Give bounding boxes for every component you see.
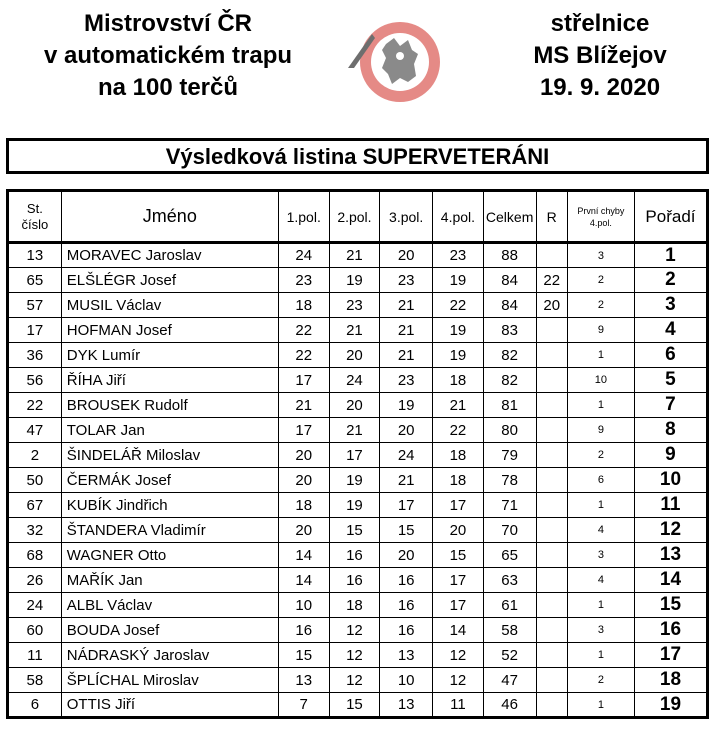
cell-round-2: 20 [329, 393, 380, 418]
cell-round-1: 13 [278, 668, 329, 693]
cell-total: 46 [483, 693, 536, 718]
cell-round-3: 20 [380, 543, 433, 568]
cell-rank: 14 [634, 568, 707, 593]
cell-round-3: 17 [380, 493, 433, 518]
cell-shootoff [536, 668, 567, 693]
cell-shootoff [536, 368, 567, 393]
header-left [18, 8, 318, 104]
cell-name: ŠPLÍCHAL Miroslav [61, 668, 278, 693]
cell-first-misses: 1 [567, 593, 634, 618]
venue-name: MS Blížejov [533, 42, 667, 69]
cell-rank: 3 [634, 293, 707, 318]
cell-shootoff [536, 443, 567, 468]
cell-round-1: 16 [278, 618, 329, 643]
table-row [8, 268, 708, 293]
cell-round-3: 19 [380, 393, 433, 418]
table-row [8, 418, 708, 443]
cell-round-2: 16 [329, 568, 380, 593]
cell-round-4: 11 [433, 693, 484, 718]
cell-first-misses: 6 [567, 468, 634, 493]
cell-round-1: 14 [278, 543, 329, 568]
cell-rank: 12 [634, 518, 707, 543]
cell-start-number: 68 [8, 543, 62, 568]
cell-first-misses: 3 [567, 618, 634, 643]
cell-start-number: 60 [8, 618, 62, 643]
discipline-title: v automatickém trapu [43, 42, 293, 69]
cell-round-1: 20 [278, 443, 329, 468]
table-header-row [8, 191, 708, 243]
cell-start-number: 56 [8, 368, 62, 393]
cell-round-1: 24 [278, 243, 329, 268]
col-header-first-misses-line2: 4.pol. [589, 217, 612, 228]
table-row [8, 593, 708, 618]
cell-rank: 17 [634, 643, 707, 668]
table-row [8, 293, 708, 318]
cell-start-number: 58 [8, 668, 62, 693]
cell-total: 82 [483, 343, 536, 368]
cell-round-3: 13 [380, 643, 433, 668]
col-header-start-number-line1: St. [26, 200, 43, 216]
cell-round-4: 15 [433, 543, 484, 568]
cell-shootoff [536, 468, 567, 493]
cell-round-4: 23 [433, 243, 484, 268]
cell-round-4: 18 [433, 468, 484, 493]
cell-round-2: 15 [329, 693, 380, 718]
table-row [8, 468, 708, 493]
cell-first-misses: 3 [567, 243, 634, 268]
cell-rank: 8 [634, 418, 707, 443]
cell-first-misses: 4 [567, 518, 634, 543]
cell-round-1: 7 [278, 693, 329, 718]
cell-round-1: 21 [278, 393, 329, 418]
cell-total: 80 [483, 418, 536, 443]
table-row [8, 243, 708, 268]
col-header-total: Celkem [483, 191, 536, 243]
header-right [500, 8, 700, 104]
cell-first-misses: 4 [567, 568, 634, 593]
cell-round-4: 12 [433, 668, 484, 693]
cell-name: KUBÍK Jindřich [61, 493, 278, 518]
cell-name: HOFMAN Josef [61, 318, 278, 343]
table-row [8, 393, 708, 418]
cell-start-number: 13 [8, 243, 62, 268]
table-row [8, 443, 708, 468]
cell-round-2: 18 [329, 593, 380, 618]
cell-name: MUSIL Václav [61, 293, 278, 318]
cell-first-misses: 1 [567, 693, 634, 718]
cell-name: ŠTANDERA Vladimír [61, 518, 278, 543]
cell-shootoff: 22 [536, 268, 567, 293]
cell-first-misses: 1 [567, 493, 634, 518]
col-header-rank: Pořadí [634, 191, 707, 243]
table-row [8, 518, 708, 543]
cell-rank: 18 [634, 668, 707, 693]
cell-rank: 19 [634, 693, 707, 718]
cell-shootoff [536, 593, 567, 618]
cell-round-1: 23 [278, 268, 329, 293]
cell-start-number: 50 [8, 468, 62, 493]
cell-start-number: 22 [8, 393, 62, 418]
table-row [8, 668, 708, 693]
cell-name: BROUSEK Rudolf [61, 393, 278, 418]
results-title: Výsledková listina SUPERVETERÁNI [6, 138, 709, 174]
cell-name: ALBL Václav [61, 593, 278, 618]
cssa-logo [342, 20, 448, 104]
cell-round-2: 21 [329, 418, 380, 443]
cell-name: BOUDA Josef [61, 618, 278, 643]
cell-round-2: 19 [329, 268, 380, 293]
cell-name: ELŠLÉGR Josef [61, 268, 278, 293]
cell-shootoff [536, 343, 567, 368]
cell-round-3: 10 [380, 668, 433, 693]
cell-round-2: 19 [329, 468, 380, 493]
cell-round-3: 16 [380, 593, 433, 618]
cell-start-number: 47 [8, 418, 62, 443]
cell-round-4: 19 [433, 268, 484, 293]
cell-round-1: 15 [278, 643, 329, 668]
cell-first-misses: 2 [567, 293, 634, 318]
cell-start-number: 57 [8, 293, 62, 318]
cell-round-1: 10 [278, 593, 329, 618]
cell-round-3: 13 [380, 693, 433, 718]
col-header-round-4: 4.pol. [433, 191, 484, 243]
col-header-first-misses [567, 191, 634, 243]
cell-rank: 16 [634, 618, 707, 643]
cell-round-4: 12 [433, 643, 484, 668]
table-row [8, 568, 708, 593]
cell-round-1: 18 [278, 293, 329, 318]
table-row [8, 318, 708, 343]
cell-rank: 5 [634, 368, 707, 393]
table-row [8, 543, 708, 568]
cell-total: 63 [483, 568, 536, 593]
cell-rank: 6 [634, 343, 707, 368]
cell-round-2: 12 [329, 618, 380, 643]
cell-start-number: 36 [8, 343, 62, 368]
cell-first-misses: 2 [567, 668, 634, 693]
col-header-shootoff: R [536, 191, 567, 243]
cell-round-4: 18 [433, 368, 484, 393]
cell-round-3: 20 [380, 243, 433, 268]
cell-round-3: 21 [380, 468, 433, 493]
cell-round-2: 15 [329, 518, 380, 543]
cell-rank: 1 [634, 243, 707, 268]
championship-title: Mistrovství ČR [83, 10, 253, 37]
table-row [8, 368, 708, 393]
cell-total: 52 [483, 643, 536, 668]
col-header-round-2: 2.pol. [329, 191, 380, 243]
cell-start-number: 2 [8, 443, 62, 468]
cell-round-2: 16 [329, 543, 380, 568]
cell-start-number: 6 [8, 693, 62, 718]
cell-total: 84 [483, 268, 536, 293]
cell-start-number: 67 [8, 493, 62, 518]
cell-first-misses: 1 [567, 343, 634, 368]
cell-shootoff [536, 493, 567, 518]
cell-name: MORAVEC Jaroslav [61, 243, 278, 268]
cell-name: WAGNER Otto [61, 543, 278, 568]
cell-name: ŠINDELÁŘ Miloslav [61, 443, 278, 468]
cell-round-3: 21 [380, 293, 433, 318]
cell-round-1: 20 [278, 518, 329, 543]
cell-name: MAŘÍK Jan [61, 568, 278, 593]
cell-shootoff [536, 243, 567, 268]
cell-rank: 7 [634, 393, 707, 418]
cell-first-misses: 9 [567, 418, 634, 443]
cell-total: 82 [483, 368, 536, 393]
cell-rank: 13 [634, 543, 707, 568]
cell-rank: 11 [634, 493, 707, 518]
cell-total: 61 [483, 593, 536, 618]
cell-name: ŘÍHA Jiří [61, 368, 278, 393]
cell-round-1: 17 [278, 418, 329, 443]
cell-shootoff [536, 618, 567, 643]
cell-rank: 9 [634, 443, 707, 468]
cell-total: 78 [483, 468, 536, 493]
col-header-round-1: 1.pol. [278, 191, 329, 243]
cell-total: 79 [483, 443, 536, 468]
cell-round-3: 16 [380, 568, 433, 593]
cell-round-3: 23 [380, 368, 433, 393]
cell-round-3: 16 [380, 618, 433, 643]
cell-round-4: 14 [433, 618, 484, 643]
cell-name: ČERMÁK Josef [61, 468, 278, 493]
cell-start-number: 65 [8, 268, 62, 293]
cell-round-1: 20 [278, 468, 329, 493]
cell-round-4: 22 [433, 293, 484, 318]
col-header-round-3: 3.pol. [380, 191, 433, 243]
cell-round-4: 21 [433, 393, 484, 418]
col-header-first-misses-line1: První chyby [577, 205, 625, 216]
table-row [8, 343, 708, 368]
cell-first-misses: 2 [567, 443, 634, 468]
table-row [8, 618, 708, 643]
cell-first-misses: 2 [567, 268, 634, 293]
col-header-name: Jméno [61, 191, 278, 243]
cell-shootoff: 20 [536, 293, 567, 318]
target-count-title: na 100 terčů [97, 74, 239, 101]
cell-round-3: 24 [380, 443, 433, 468]
cell-round-1: 18 [278, 493, 329, 518]
cell-round-4: 22 [433, 418, 484, 443]
cell-first-misses: 3 [567, 543, 634, 568]
cell-round-2: 21 [329, 318, 380, 343]
cell-round-2: 23 [329, 293, 380, 318]
cell-round-4: 19 [433, 318, 484, 343]
cell-round-4: 17 [433, 593, 484, 618]
cell-total: 71 [483, 493, 536, 518]
cell-round-4: 17 [433, 493, 484, 518]
cell-total: 47 [483, 668, 536, 693]
cell-shootoff [536, 518, 567, 543]
cell-name: DYK Lumír [61, 343, 278, 368]
cell-round-3: 21 [380, 343, 433, 368]
table-row [8, 493, 708, 518]
cell-total: 84 [483, 293, 536, 318]
cell-total: 65 [483, 543, 536, 568]
results-table [6, 189, 709, 719]
cell-name: TOLAR Jan [61, 418, 278, 443]
col-header-start-number-line2: číslo [21, 216, 49, 232]
cell-start-number: 32 [8, 518, 62, 543]
cell-rank: 2 [634, 268, 707, 293]
cell-name: OTTIS Jiří [61, 693, 278, 718]
table-row [8, 693, 708, 718]
cell-start-number: 24 [8, 593, 62, 618]
cell-rank: 15 [634, 593, 707, 618]
cell-first-misses: 9 [567, 318, 634, 343]
cell-first-misses: 1 [567, 393, 634, 418]
cell-first-misses: 1 [567, 643, 634, 668]
cell-round-1: 14 [278, 568, 329, 593]
cell-round-3: 15 [380, 518, 433, 543]
cell-round-1: 22 [278, 318, 329, 343]
table-row [8, 643, 708, 668]
cell-round-2: 12 [329, 668, 380, 693]
cell-round-2: 21 [329, 243, 380, 268]
cell-round-3: 21 [380, 318, 433, 343]
cell-shootoff [536, 418, 567, 443]
cell-round-4: 18 [433, 443, 484, 468]
cell-total: 58 [483, 618, 536, 643]
cell-round-4: 17 [433, 568, 484, 593]
cell-shootoff [536, 318, 567, 343]
cell-round-3: 20 [380, 418, 433, 443]
cell-shootoff [536, 693, 567, 718]
cell-round-2: 19 [329, 493, 380, 518]
cell-round-1: 17 [278, 368, 329, 393]
cell-round-2: 20 [329, 343, 380, 368]
cell-rank: 4 [634, 318, 707, 343]
venue-label: střelnice [550, 10, 650, 37]
cell-total: 70 [483, 518, 536, 543]
cell-round-2: 12 [329, 643, 380, 668]
event-date: 19. 9. 2020 [539, 74, 661, 101]
cell-first-misses: 10 [567, 368, 634, 393]
cell-start-number: 26 [8, 568, 62, 593]
cell-round-4: 19 [433, 343, 484, 368]
cell-start-number: 11 [8, 643, 62, 668]
cell-round-2: 17 [329, 443, 380, 468]
results-body [8, 243, 708, 718]
cell-rank: 10 [634, 468, 707, 493]
cell-total: 88 [483, 243, 536, 268]
cell-round-2: 24 [329, 368, 380, 393]
cell-shootoff [536, 543, 567, 568]
cell-name: NÁDRASKÝ Jaroslav [61, 643, 278, 668]
col-header-start-number [8, 191, 62, 243]
cell-shootoff [536, 393, 567, 418]
cell-round-3: 23 [380, 268, 433, 293]
cell-shootoff [536, 568, 567, 593]
cell-total: 81 [483, 393, 536, 418]
cell-start-number: 17 [8, 318, 62, 343]
cell-total: 83 [483, 318, 536, 343]
cell-round-1: 22 [278, 343, 329, 368]
cell-shootoff [536, 643, 567, 668]
cell-round-4: 20 [433, 518, 484, 543]
